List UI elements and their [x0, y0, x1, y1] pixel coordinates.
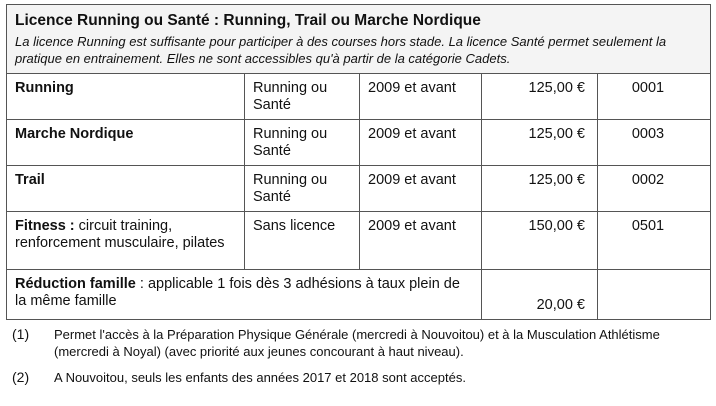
- code-cell: 0002: [598, 166, 711, 212]
- table-header-row: [7, 5, 711, 74]
- activity-name: Fitness :: [15, 218, 75, 234]
- licence-cell: Running ou Santé: [245, 120, 360, 166]
- footnote-text: Permet l'accès à la Préparation Physique Générale (mercredi à Nouvoitou) et à la Musculation Athlétisme (mercredi à Noyal) (avec priorité aux jeunes concourant à haut niveau).: [54, 327, 660, 359]
- activity-cell: [7, 120, 245, 166]
- footnotes: [6, 326, 710, 386]
- table-row: [7, 166, 711, 212]
- activity-name: Trail: [15, 172, 45, 188]
- footnote-marker: (1): [12, 326, 30, 342]
- birth-year-cell: 2009 et avant: [360, 166, 482, 212]
- activity-detail: circuit training, renforcement musculaire, pilates: [15, 218, 225, 251]
- reduction-row: [7, 270, 711, 320]
- table-description: La licence Running est suffisante pour participer à des courses hors stade. La licence Santé permet seulement la pratique en entrainement. Elles ne sont accessibles qu'à partir de la catégorie Cadets.: [15, 34, 667, 66]
- activity-name: Marche Nordique: [15, 126, 134, 142]
- licence-cell: Running ou Santé: [245, 166, 360, 212]
- footnote-marker: (2): [12, 369, 30, 385]
- footnote-text: A Nouvoitou, seuls les enfants des années 2017 et 2018 sont acceptés.: [54, 370, 466, 385]
- birth-year-cell: 2009 et avant: [360, 74, 482, 120]
- price-cell: 125,00 €: [482, 74, 598, 120]
- reduction-code-cell: [598, 270, 711, 320]
- reduction-label: Réduction famille: [15, 276, 136, 292]
- footnote-item: [6, 369, 710, 386]
- table-row: [7, 212, 711, 270]
- price-cell: 150,00 €: [482, 212, 598, 270]
- reduction-detail: : applicable 1 fois dès 3 adhésions à taux plein de la même famille: [15, 276, 460, 309]
- activity-cell: [7, 74, 245, 120]
- table-title: Licence Running ou Santé : Running, Trail ou Marche Nordique: [15, 12, 481, 29]
- table-header: [7, 5, 711, 74]
- birth-year-cell: 2009 et avant: [360, 120, 482, 166]
- footnote-item: [6, 326, 710, 360]
- pricing-table: [6, 4, 711, 320]
- activity-cell: [7, 212, 245, 270]
- price-cell: 125,00 €: [482, 166, 598, 212]
- code-cell: 0003: [598, 120, 711, 166]
- code-cell: 0501: [598, 212, 711, 270]
- licence-cell: Running ou Santé: [245, 74, 360, 120]
- reduction-price-cell: 20,00 €: [482, 270, 598, 320]
- table-row: [7, 74, 711, 120]
- table-row: [7, 120, 711, 166]
- activity-cell: [7, 166, 245, 212]
- licence-sheet: [6, 4, 710, 395]
- reduction-cell: [7, 270, 482, 320]
- licence-cell: Sans licence: [245, 212, 360, 270]
- price-cell: 125,00 €: [482, 120, 598, 166]
- birth-year-cell: 2009 et avant: [360, 212, 482, 270]
- code-cell: 0001: [598, 74, 711, 120]
- activity-name: Running: [15, 80, 74, 96]
